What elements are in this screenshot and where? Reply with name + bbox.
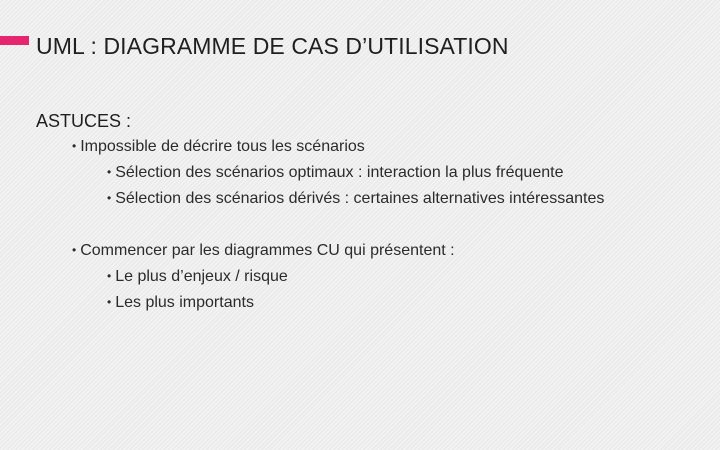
sub-bullet-item-importants — [107, 290, 254, 316]
sub-bullet-item-optimal — [107, 160, 563, 186]
bullet-icon: • — [72, 243, 77, 257]
bullet-text: Les plus importants — [115, 294, 254, 311]
title-accent-bar — [0, 36, 29, 45]
bullet-icon: • — [107, 165, 112, 179]
bullet-text: Le plus d’enjeux / risque — [115, 268, 288, 285]
bullet-item-impossible — [72, 134, 365, 160]
bullet-icon: • — [72, 139, 77, 153]
bullet-icon: • — [107, 191, 112, 205]
slide-title: UML : DIAGRAMME DE CAS D’UTILISATION — [36, 33, 509, 59]
bullet-icon: • — [107, 295, 112, 309]
sub-bullet-item-enjeux — [107, 264, 288, 290]
bullet-text: Sélection des scénarios optimaux : interaction la plus fréquente — [115, 164, 564, 181]
section-heading: ASTUCES : — [36, 111, 132, 131]
sub-bullet-item-derived — [107, 186, 604, 212]
bullet-text: Commencer par les diagrammes CU qui présentent : — [80, 242, 455, 259]
bullet-item-commencer — [72, 238, 455, 264]
bullet-icon: • — [107, 269, 112, 283]
bullet-text: Sélection des scénarios dérivés : certaines alternatives intéressantes — [115, 190, 605, 207]
bullet-text: Impossible de décrire tous les scénarios — [80, 138, 365, 155]
